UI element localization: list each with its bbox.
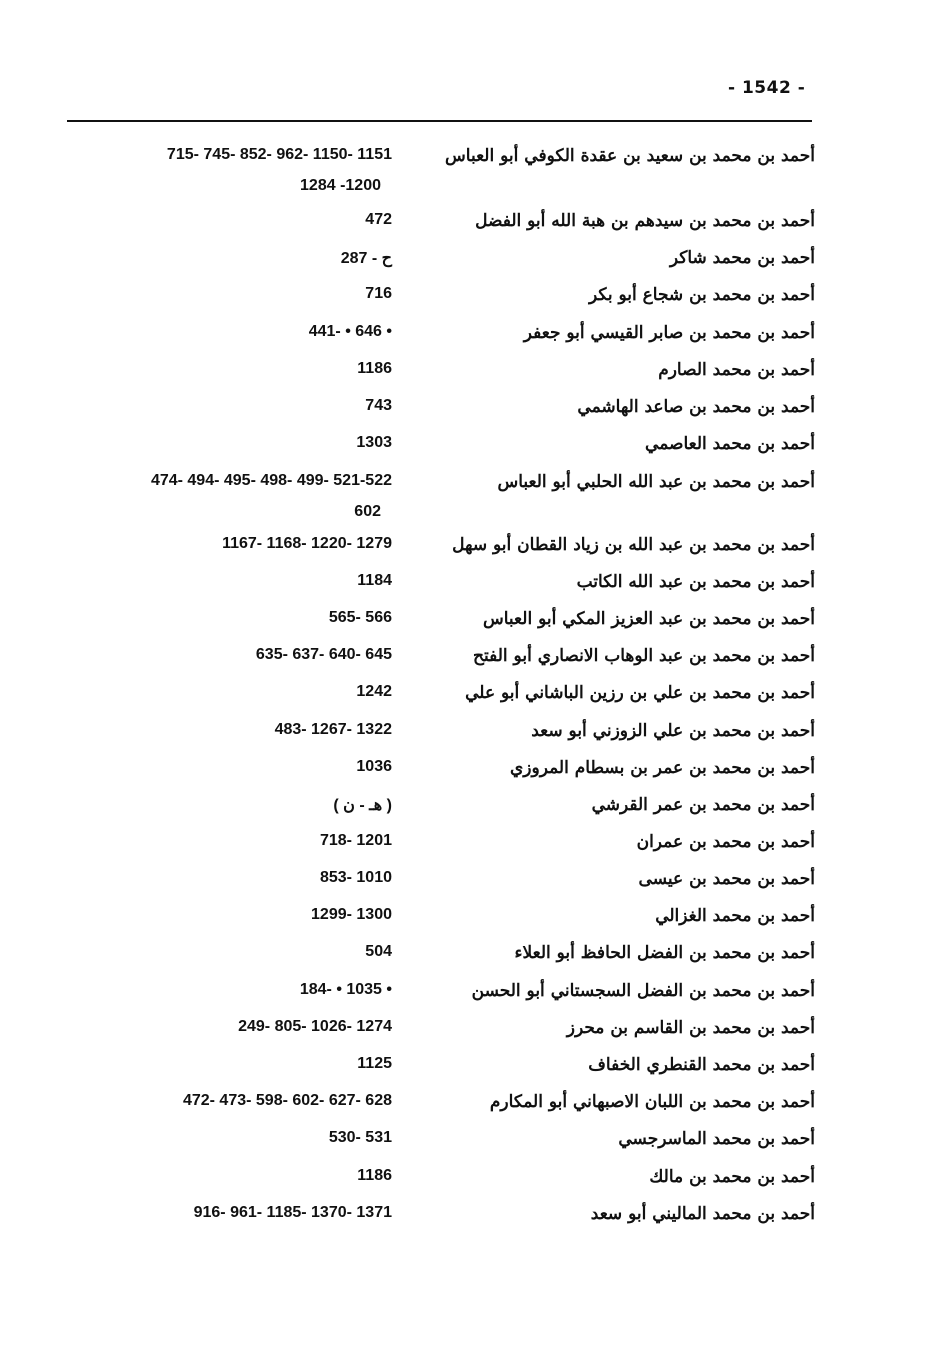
- entry-page-refs: 474- 494- 495- 498- 499- 521-522: [150, 472, 392, 489]
- index-entry: [0, 1092, 947, 1128]
- entry-name: أحمد بن محمد بن الفضل الحافظ أبو العلاء: [514, 943, 815, 963]
- index-entry: [0, 906, 947, 942]
- entry-page-refs-continued: 602: [354, 503, 381, 520]
- entry-name: أحمد بن محمد بن سيدهم بن هبة الله أبو الفضل: [475, 211, 815, 231]
- entry-name: أحمد بن محمد القنطري الخفاف: [588, 1055, 815, 1075]
- header-rule: [67, 120, 812, 122]
- entry-page-refs: 916- 961- 1185- 1370- 1371: [193, 1204, 392, 1221]
- index-entry: [0, 721, 947, 757]
- index-entry: [0, 1129, 947, 1165]
- entry-page-refs: 853- 1010: [319, 869, 392, 886]
- entry-name: أحمد بن محمد بن عبد الوهاب الانصاري أبو الفتح: [473, 646, 815, 666]
- entry-page-refs: 716: [365, 285, 392, 302]
- index-entry: [0, 323, 947, 359]
- entry-page-refs: 718- 1201: [319, 832, 392, 849]
- entry-name: أحمد بن محمد العاصمي: [645, 434, 815, 454]
- index-entry: [0, 1167, 947, 1203]
- index-entry: [0, 572, 947, 608]
- entry-name: أحمد بن محمد بن عيسى: [638, 869, 815, 889]
- index-entry: [0, 1055, 947, 1091]
- index-entry: [0, 285, 947, 321]
- index-entry: [0, 434, 947, 470]
- index-entry: [0, 146, 947, 194]
- index-entry: [0, 795, 947, 831]
- entry-page-refs: 530- 531: [328, 1129, 392, 1146]
- entry-page-refs: 1303: [356, 434, 392, 451]
- entry-page-refs: 1036: [356, 758, 392, 775]
- entry-page-refs: ح - 287: [340, 250, 392, 267]
- index-entry: [0, 646, 947, 682]
- index-entry: [0, 609, 947, 645]
- entry-page-refs: 1184: [357, 572, 392, 589]
- index-entry: [0, 472, 947, 520]
- entry-name: أحمد بن محمد بن القاسم بن محرز: [566, 1018, 815, 1038]
- entry-page-refs: 483- 1267- 1322: [274, 721, 392, 738]
- entry-page-refs: 472- 473- 598- 602- 627- 628: [182, 1092, 392, 1109]
- page-number: - 1542 -: [728, 78, 806, 98]
- entry-name: أحمد بن محمد الصارم: [658, 360, 815, 380]
- index-entry: [0, 397, 947, 433]
- entry-name: أحمد بن محمد بن اللبان الاصبهاني أبو المكارم: [489, 1092, 815, 1112]
- index-entry: [0, 211, 947, 247]
- entry-page-refs: 565- 566: [328, 609, 392, 626]
- entry-page-refs: 249- 805- 1026- 1274: [238, 1018, 392, 1035]
- entry-name: أحمد بن محمد بن علي بن رزين الباشاني أبو علي: [465, 683, 815, 703]
- entry-name: أحمد بن محمد الماليني أبو سعد: [590, 1204, 815, 1224]
- entry-page-refs: 441- • 646 •: [308, 323, 392, 340]
- entry-page-refs: 1186: [357, 360, 392, 377]
- entry-page-refs: ( هـ - ن ): [333, 797, 392, 814]
- entry-page-refs: 472: [365, 211, 392, 228]
- entry-name: أحمد بن محمد بن عمران: [636, 832, 815, 852]
- entry-name: أحمد بن محمد بن علي الزوزني أبو سعد: [531, 721, 815, 741]
- entry-name: أحمد بن محمد بن عبد الله الكاتب: [576, 572, 815, 592]
- entry-page-refs: 504: [365, 943, 392, 960]
- entry-page-refs: 743: [365, 397, 392, 414]
- entry-page-refs: 1186: [357, 1167, 392, 1184]
- index-entry: [0, 535, 947, 571]
- index-entry: [0, 360, 947, 396]
- index-entry: [0, 683, 947, 719]
- index-entry: [0, 981, 947, 1017]
- entry-name: أحمد بن محمد بن عبد الله الحلبي أبو العباس: [497, 472, 815, 492]
- entry-name: أحمد بن محمد بن شجاع أبو بكر: [589, 285, 815, 305]
- index-entry: [0, 943, 947, 979]
- entry-page-refs: 1167- 1168- 1220- 1279: [222, 535, 392, 552]
- entry-page-refs: 715- 745- 852- 962- 1150- 1151: [166, 146, 392, 163]
- entry-name: أحمد بن محمد بن صاعد الهاشمي: [577, 397, 815, 417]
- index-entry: [0, 1204, 947, 1240]
- entry-name: أحمد بن محمد بن عبد العزيز المكي أبو العباس: [483, 609, 815, 629]
- entry-page-refs: 1125: [357, 1055, 392, 1072]
- entry-page-refs-continued: 1284 -1200: [300, 177, 381, 194]
- entry-name: أحمد بن محمد بن عمر بن بسطام المروزي: [510, 758, 815, 778]
- entry-name: أحمد بن محمد بن عبد الله بن زياد القطان أبو سهل: [452, 535, 815, 555]
- entry-name: أحمد بن محمد بن سعيد بن عقدة الكوفي أبو العباس: [445, 146, 815, 166]
- index-entry: [0, 248, 947, 284]
- entry-name: أحمد بن محمد بن الفضل السجستاني أبو الحسن: [471, 981, 815, 1001]
- entry-page-refs: 635- 637- 640- 645: [255, 646, 392, 663]
- index-entry: [0, 758, 947, 794]
- entry-page-refs: 1242: [356, 683, 392, 700]
- entry-page-refs: 184- • 1035 •: [299, 981, 392, 998]
- entry-name: أحمد بن محمد بن صابر القيسي أبو جعفر: [523, 323, 815, 343]
- entry-page-refs: 1299- 1300: [311, 906, 392, 923]
- entry-name: أحمد بن محمد بن عمر القرشي: [591, 795, 815, 815]
- index-entry: [0, 832, 947, 868]
- entry-name: أحمد بن محمد الماسرجسي: [618, 1129, 815, 1149]
- entry-name: أحمد بن محمد شاكر: [669, 248, 815, 268]
- entry-name: أحمد بن محمد الغزالي: [655, 906, 815, 926]
- index-entry: [0, 869, 947, 905]
- entry-name: أحمد بن محمد بن مالك: [649, 1167, 815, 1187]
- index-entry: [0, 1018, 947, 1054]
